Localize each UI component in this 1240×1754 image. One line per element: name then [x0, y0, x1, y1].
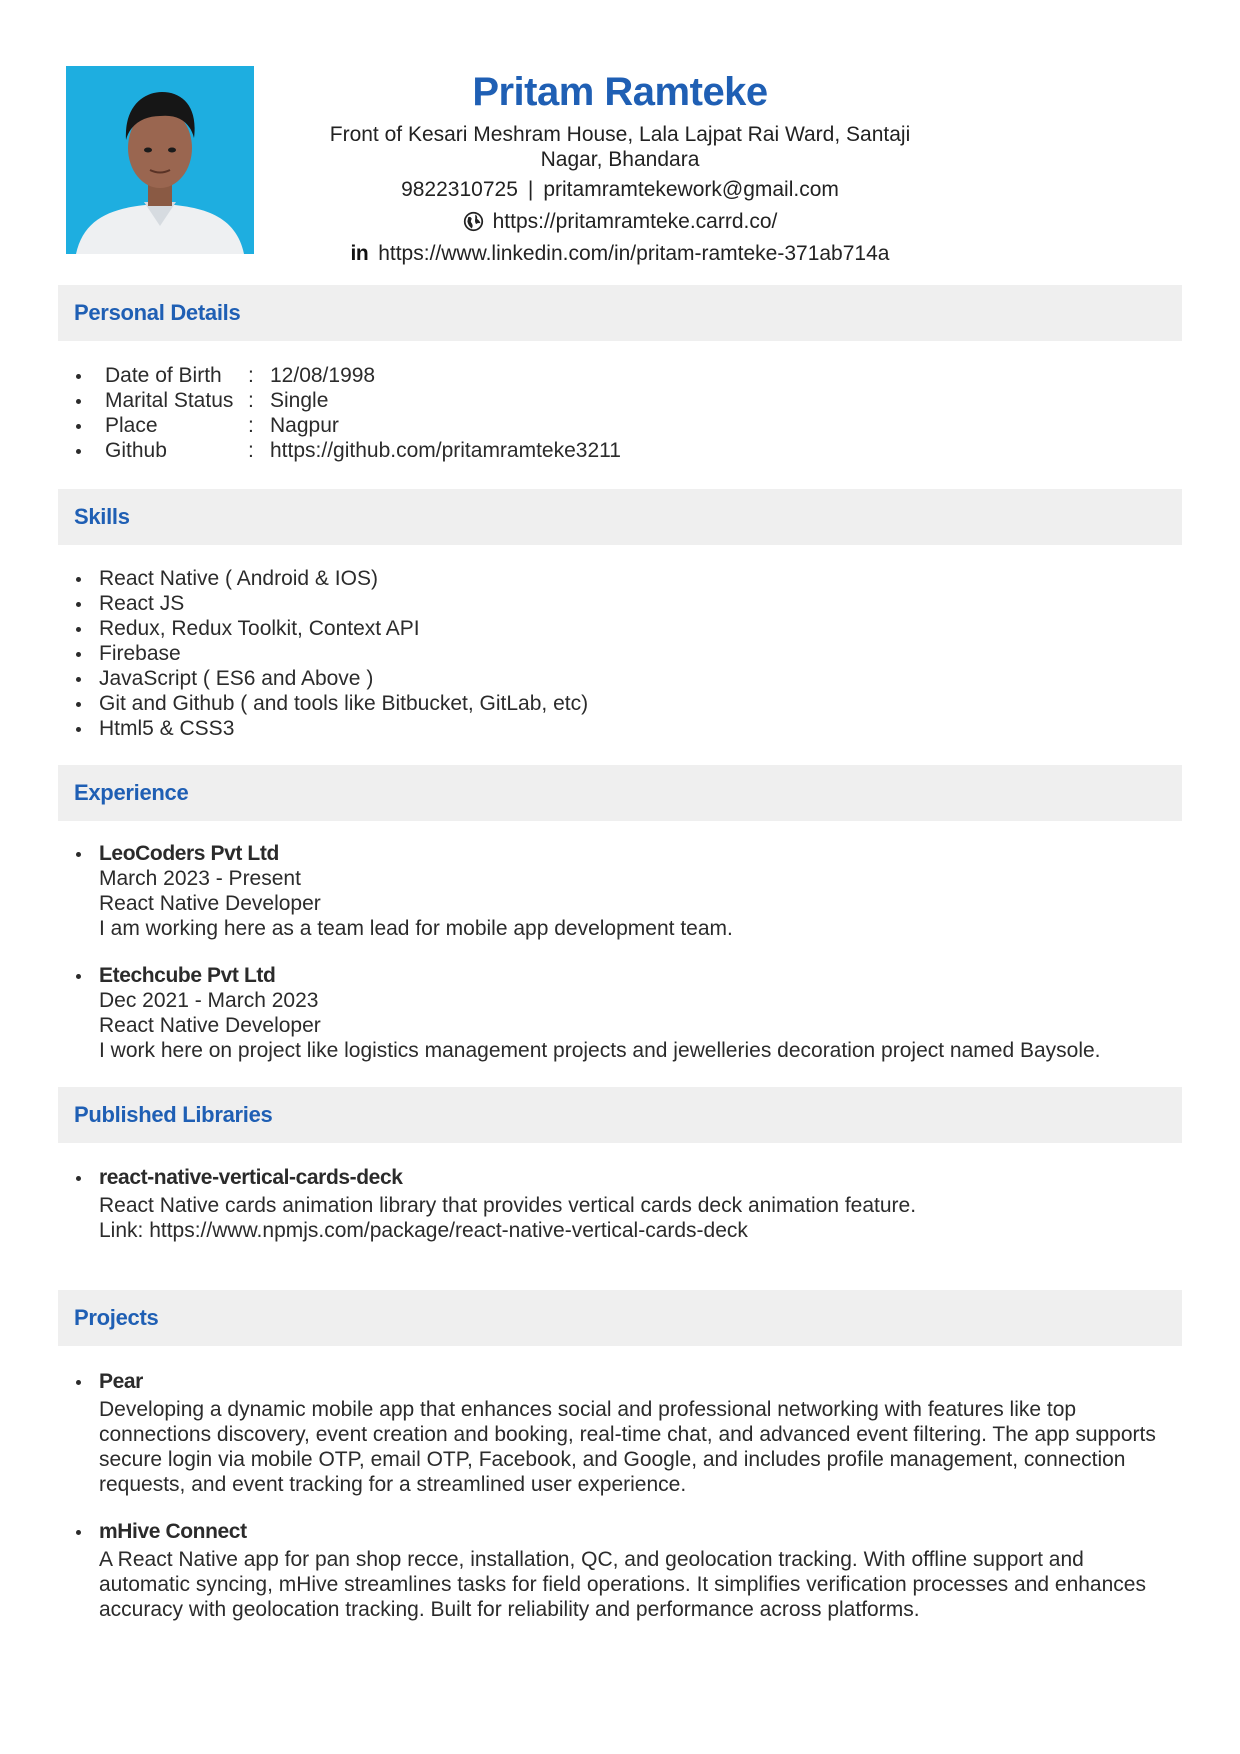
- linkedin-icon: in: [350, 242, 369, 265]
- section-published-libraries: [58, 1087, 1182, 1143]
- section-title: Published Libraries: [74, 1102, 273, 1127]
- section-personal-details: [58, 285, 1182, 341]
- job-period: Dec 2021 - March 2023: [99, 989, 319, 1012]
- section-title: Experience: [74, 780, 189, 805]
- list-item: [76, 1165, 1176, 1243]
- job-description: I am working here as a team lead for mobile app development team.: [99, 917, 733, 940]
- list-item: [76, 413, 1176, 438]
- contact-separator: |: [527, 178, 534, 201]
- job-role: React Native Developer: [99, 892, 321, 915]
- profile-photo: [66, 66, 254, 254]
- company-name: LeoCoders Pvt Ltd: [99, 842, 279, 865]
- job-description: I work here on project like logistics management projects and jewelleries decoration project named Baysole.: [99, 1039, 1101, 1062]
- address: Front of Kesari Meshram House, Lala Lajpat Rai Ward, Santaji Nagar, Bhandara: [329, 123, 911, 171]
- phone-number: 9822310725: [401, 178, 518, 201]
- section-projects: [58, 1290, 1182, 1346]
- list-item: Firebase: [76, 641, 1176, 666]
- experience-list: [76, 841, 1176, 1085]
- linkedin-link[interactable]: https://www.linkedin.com/in/pritam-ramteke-371ab714a: [378, 242, 890, 265]
- list-item: [76, 963, 1176, 1063]
- list-item: React JS: [76, 591, 1176, 616]
- detail-value: Single: [270, 389, 329, 412]
- linkedin-line: [300, 240, 940, 267]
- contact-line: [300, 177, 940, 203]
- section-title: Skills: [74, 504, 130, 529]
- globe-icon: [463, 211, 484, 232]
- company-name: Etechcube Pvt Ltd: [99, 964, 276, 987]
- detail-key: Github: [105, 439, 167, 462]
- job-period: March 2023 - Present: [99, 867, 301, 890]
- job-role: React Native Developer: [99, 1014, 321, 1037]
- detail-key: Place: [105, 414, 158, 437]
- list-item: [76, 388, 1176, 413]
- detail-value: 12/08/1998: [270, 364, 376, 387]
- detail-value: Nagpur: [270, 414, 339, 437]
- libraries-list: [76, 1165, 1176, 1265]
- library-description: React Native cards animation library that provides vertical cards deck animation feature.: [99, 1194, 917, 1217]
- list-item: React Native ( Android & IOS): [76, 566, 1176, 591]
- library-link[interactable]: Link: https://www.npmjs.com/package/react-native-vertical-cards-deck: [99, 1219, 748, 1242]
- personal-details-list: [76, 363, 1176, 463]
- detail-colon: :: [248, 364, 254, 387]
- library-name: react-native-vertical-cards-deck: [99, 1166, 403, 1189]
- section-title: Projects: [74, 1305, 159, 1330]
- list-item: [76, 1519, 1176, 1622]
- detail-colon: :: [248, 389, 254, 412]
- list-item: [76, 1369, 1176, 1497]
- list-item: Html5 & CSS3: [76, 716, 1176, 741]
- section-title: Personal Details: [74, 300, 241, 325]
- website-line: [300, 208, 940, 235]
- github-link[interactable]: https://github.com/pritamramteke3211: [270, 439, 621, 462]
- list-item: [76, 363, 1176, 388]
- candidate-name: Pritam Ramteke: [472, 70, 768, 114]
- website-link[interactable]: https://pritamramteke.carrd.co/: [492, 210, 778, 233]
- list-item: JavaScript ( ES6 and Above ): [76, 666, 1176, 691]
- email-link[interactable]: pritamramtekework@gmail.com: [543, 178, 839, 201]
- project-description: Developing a dynamic mobile app that enhances social and professional networking with features like top connections discovery, event creation and booking, real-time chat, and advanced event filtering. The app supports secure login via mobile OTP, email OTP, Facebook, and Google, and includes profile management, connection requests, and event tracking for a streamlined user experience.: [99, 1398, 1156, 1496]
- list-item: Git and Github ( and tools like Bitbucket, GitLab, etc): [76, 691, 1176, 716]
- detail-key: Date of Birth: [105, 364, 222, 387]
- detail-key: Marital Status: [105, 389, 234, 412]
- section-experience: [58, 765, 1182, 821]
- detail-colon: :: [248, 439, 254, 462]
- skills-list: [76, 566, 1176, 741]
- project-description: A React Native app for pan shop recce, installation, QC, and geolocation tracking. With offline support and automatic syncing, mHive streamlines tasks for field operations. It simplifies verification processes and enhances accuracy with geolocation tracking. Built for reliability and performance across platforms.: [99, 1548, 1146, 1621]
- projects-list: [76, 1369, 1176, 1644]
- list-item: [76, 841, 1176, 941]
- detail-colon: :: [248, 414, 254, 437]
- list-item: [76, 438, 1176, 463]
- project-name: mHive Connect: [99, 1520, 247, 1543]
- list-item: Redux, Redux Toolkit, Context API: [76, 616, 1176, 641]
- resume-header: [300, 66, 940, 267]
- section-skills: [58, 489, 1182, 545]
- project-name: Pear: [99, 1370, 143, 1393]
